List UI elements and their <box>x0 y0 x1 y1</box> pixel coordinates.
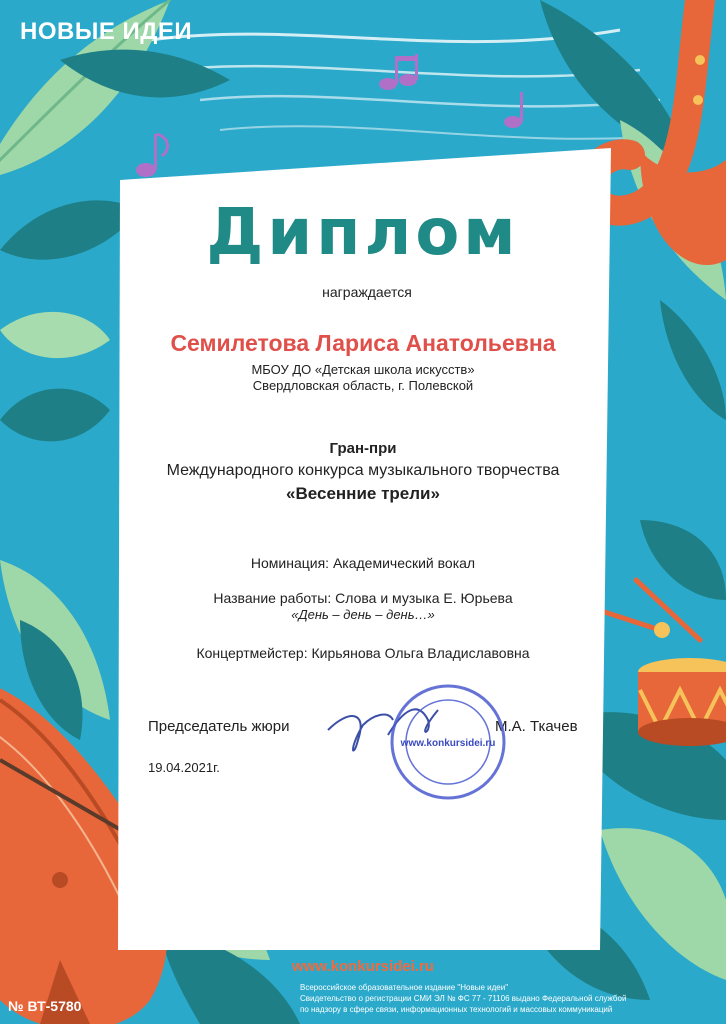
legal-line: Всероссийское образовательное издание "Новые идеи" <box>300 983 509 992</box>
stamp-url: www.konkursidei.ru <box>400 738 496 749</box>
recipient-name: Семилетова Лариса Анатольевна <box>170 330 556 356</box>
diploma-title: Диплом <box>206 196 520 270</box>
recipient-location: Свердловская область, г. Полевской <box>252 378 474 393</box>
issue-date: 19.04.2021г. <box>148 760 220 775</box>
legal-notice <box>300 982 720 1015</box>
awarded-label: награждается <box>322 284 412 300</box>
nomination: Номинация: Академический вокал <box>250 555 476 571</box>
contest-name: «Весенние трели» <box>286 484 440 503</box>
award-prize: Гран-при <box>329 440 397 457</box>
legal-line: по надзору в сфере связи, информационных технологий и массовых коммуникаций <box>300 1005 613 1014</box>
work-title: Название работы: Слова и музыка Е. Юрьева <box>213 590 513 606</box>
footer-url[interactable]: www.konkursidei.ru <box>292 958 434 975</box>
seal-stamp <box>392 686 504 798</box>
legal-line: Свидетельство о регистрации СМИ ЭЛ № ФС 77 - 71106 выдано Федеральной службой <box>300 994 627 1003</box>
contest-description: Международного конкурса музыкального творчества <box>166 462 560 479</box>
signature-stamp <box>318 680 508 810</box>
work-subtitle: «День – день – день…» <box>291 607 435 622</box>
recipient-organization: МБОУ ДО «Детская школа искусств» <box>251 362 475 377</box>
signer-name: М.А. Ткачев <box>495 718 578 735</box>
jury-chair-label: Председатель жюри <box>148 718 290 735</box>
brand-logo: НОВЫЕ ИДЕИ <box>20 18 193 45</box>
accompanist: Концертмейстер: Кирьянова Ольга Владиславовна <box>196 645 530 661</box>
diploma-number: № ВТ-5780 <box>8 998 82 1014</box>
